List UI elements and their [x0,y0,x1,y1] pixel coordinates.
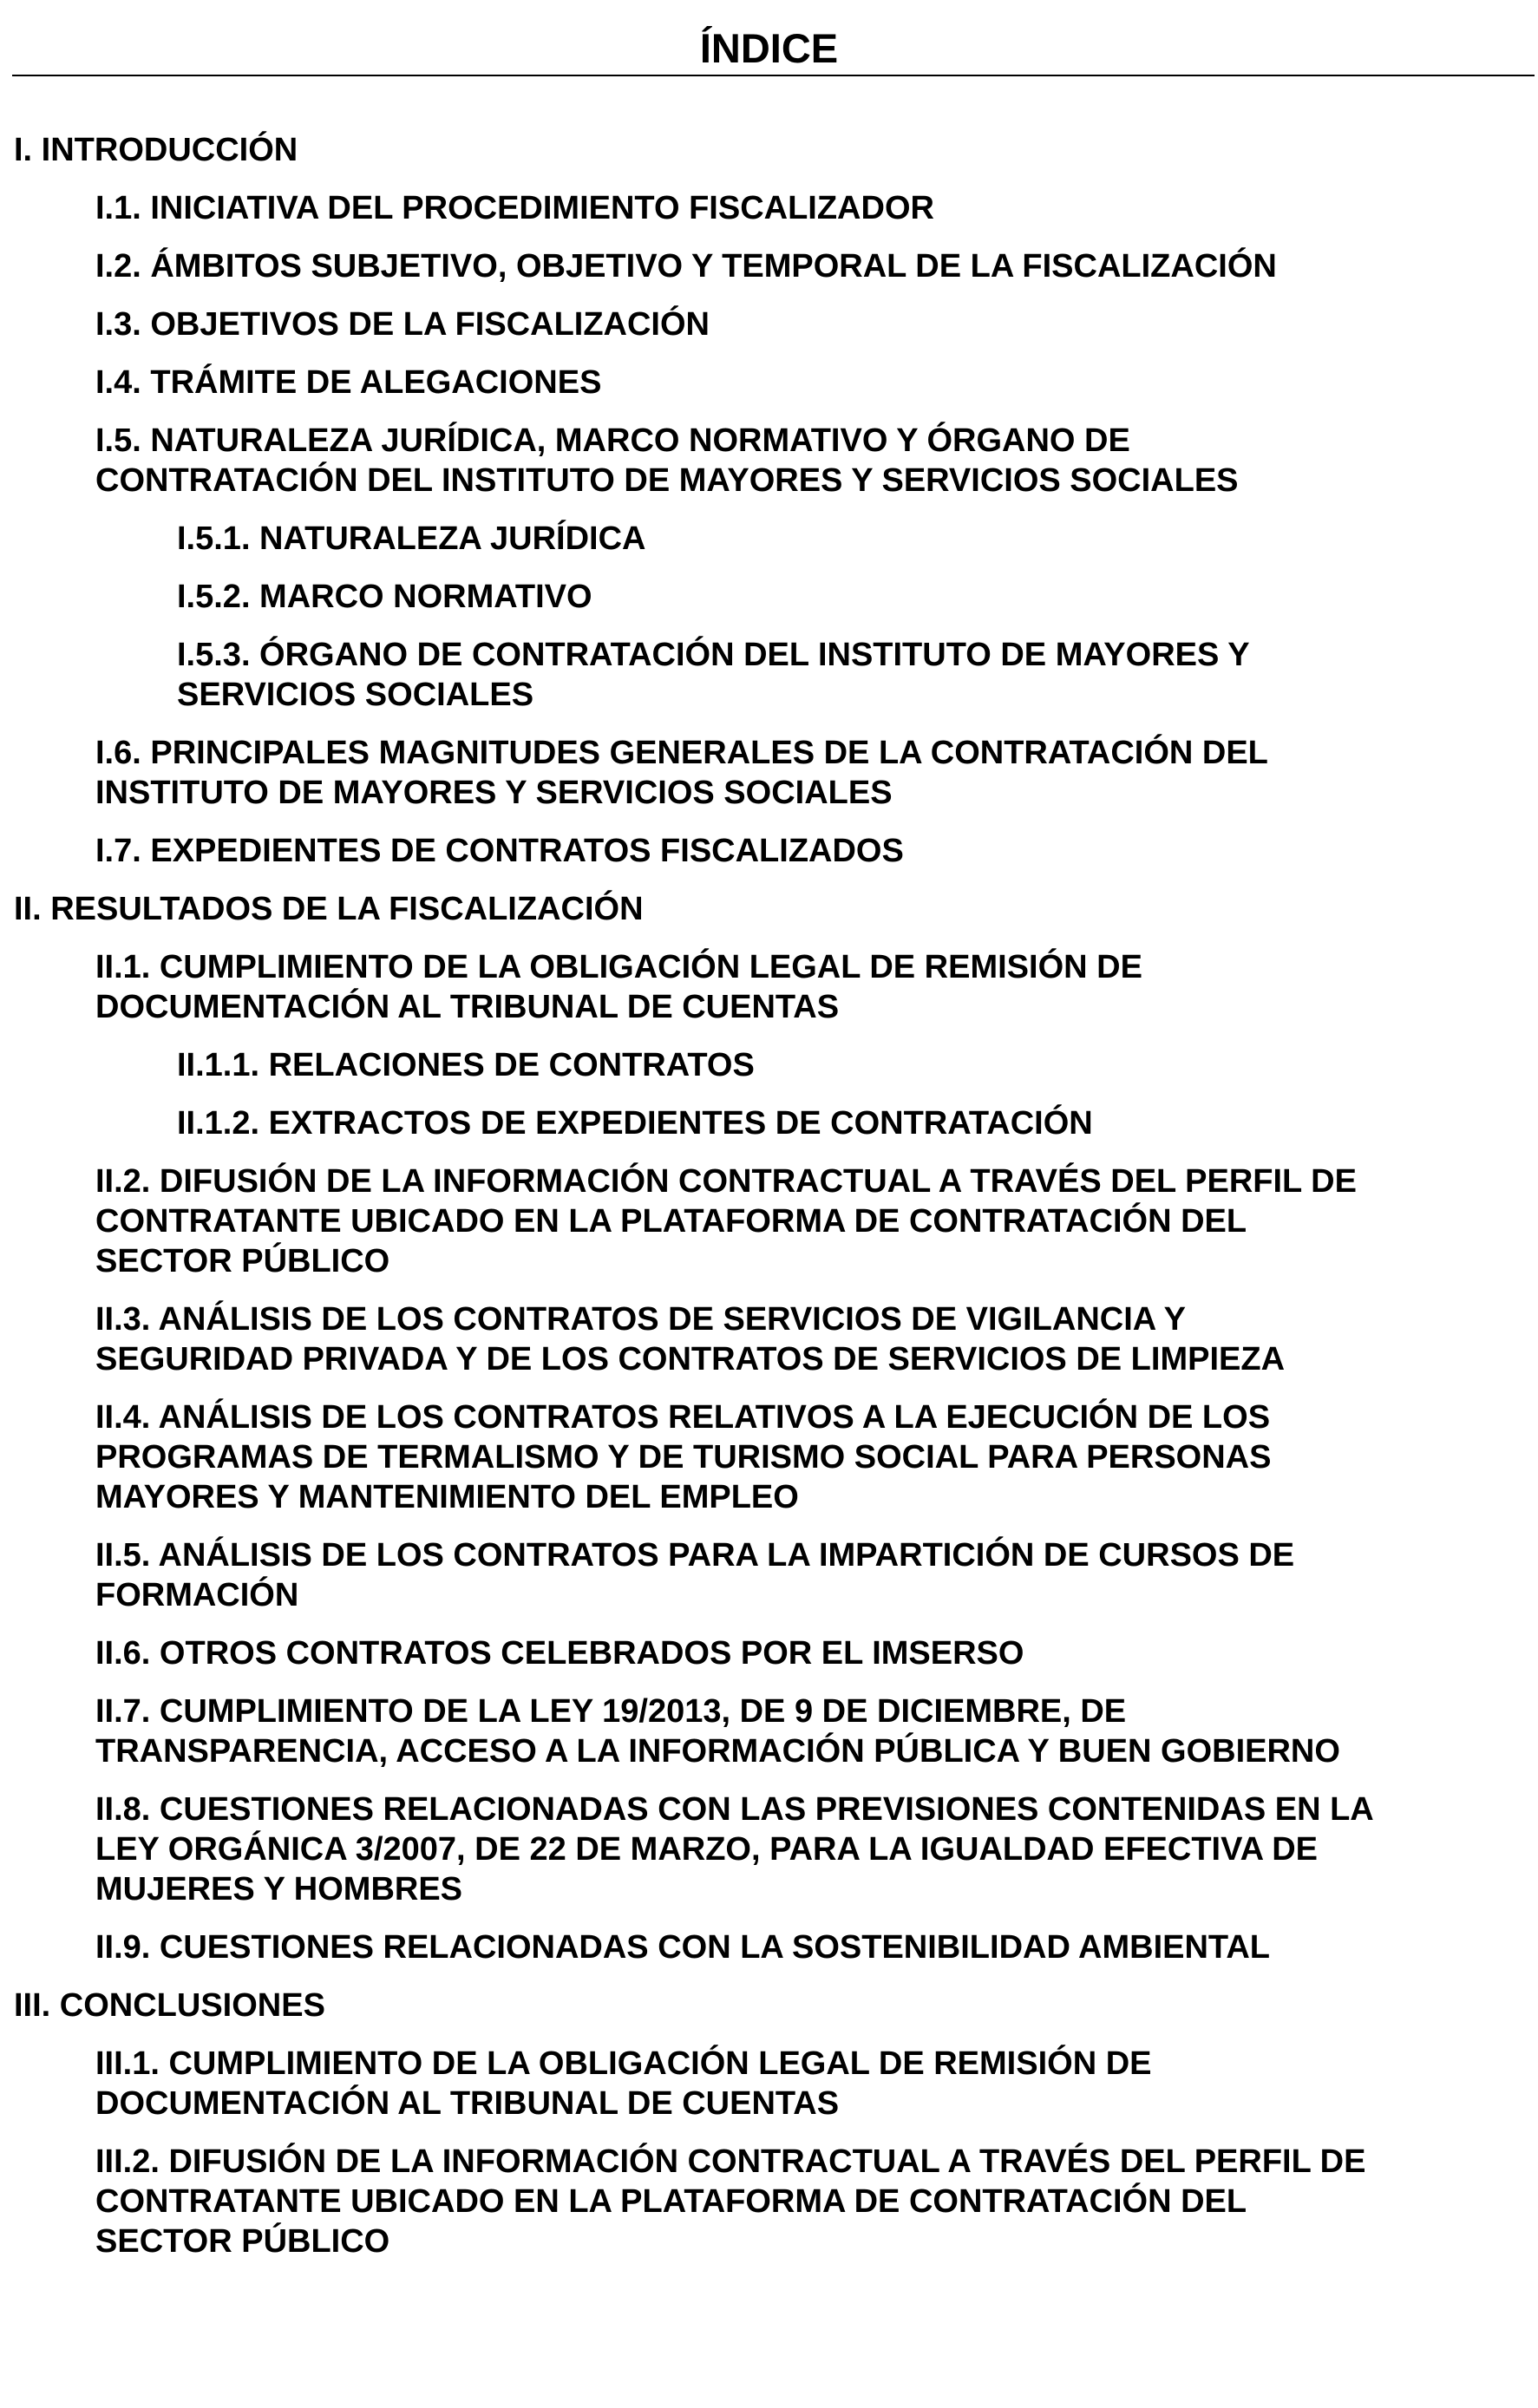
toc-entry[interactable]: II. RESULTADOS DE LA FISCALIZACIÓN [14,891,644,927]
toc-entry[interactable]: II.4. ANÁLISIS DE LOS CONTRATOS RELATIVOS A LA EJECUCIÓN DE LOS PROGRAMAS DE TERMALISMO Y DE TURISMO SOCIAL PARA PERSONAS MAYORES Y MANTENIMIENTO DEL EMPLEO [95,1399,1272,1515]
toc-entry[interactable]: I.4. TRÁMITE DE ALEGACIONES [95,364,602,401]
toc-entry[interactable]: I.1. INICIATIVA DEL PROCEDIMIENTO FISCALIZADOR [95,190,934,226]
title-divider [12,75,1535,76]
toc-entry[interactable]: I.5.2. MARCO NORMATIVO [177,579,592,615]
toc-entry[interactable]: II.7. CUMPLIMIENTO DE LA LEY 19/2013, DE 9 DE DICIEMBRE, DE TRANSPARENCIA, ACCESO A LA INFORMACIÓN PÚBLICA Y BUEN GOBIERNO [95,1693,1340,1770]
toc-entry[interactable]: II.1. CUMPLIMIENTO DE LA OBLIGACIÓN LEGAL DE REMISIÓN DE DOCUMENTACIÓN AL TRIBUNAL DE CUENTAS [95,949,1142,1025]
toc-entry[interactable]: I.6. PRINCIPALES MAGNITUDES GENERALES DE LA CONTRATACIÓN DEL INSTITUTO DE MAYORES Y SERVICIOS SOCIALES [95,735,1268,811]
toc-entry[interactable]: I.7. EXPEDIENTES DE CONTRATOS FISCALIZADOS [95,833,904,869]
toc-entry[interactable]: II.5. ANÁLISIS DE LOS CONTRATOS PARA LA IMPARTICIÓN DE CURSOS DE FORMACIÓN [95,1537,1295,1613]
toc-entry[interactable]: III. CONCLUSIONES [14,1987,325,2024]
toc-entry[interactable]: III.2. DIFUSIÓN DE LA INFORMACIÓN CONTRACTUAL A TRAVÉS DEL PERFIL DE CONTRATANTE UBICADO EN LA PLATAFORMA DE CONTRATACIÓN DEL SECTOR PÚBLICO [95,2143,1366,2260]
toc-entry[interactable]: I.5.3. ÓRGANO DE CONTRATACIÓN DEL INSTITUTO DE MAYORES Y SERVICIOS SOCIALES [177,637,1250,713]
toc-entry[interactable]: II.8. CUESTIONES RELACIONADAS CON LAS PREVISIONES CONTENIDAS EN LA LEY ORGÁNICA 3/2007, DE 22 DE MARZO, PARA LA IGUALDAD EFECTIVA DE MUJERES Y HOMBRES [95,1791,1374,1907]
toc-entry[interactable]: I.5.1. NATURALEZA JURÍDICA [177,520,646,557]
toc-entry[interactable]: I.2. ÁMBITOS SUBJETIVO, OBJETIVO Y TEMPORAL DE LA FISCALIZACIÓN [95,248,1277,285]
toc-entry[interactable]: II.6. OTROS CONTRATOS CELEBRADOS POR EL IMSERSO [95,1635,1024,1672]
toc-entry[interactable]: I. INTRODUCCIÓN [14,132,298,168]
toc-entry[interactable]: I.3. OBJETIVOS DE LA FISCALIZACIÓN [95,306,710,343]
toc-entry[interactable]: I.5. NATURALEZA JURÍDICA, MARCO NORMATIVO Y ÓRGANO DE CONTRATACIÓN DEL INSTITUTO DE MAYORES Y SERVICIOS SOCIALES [95,422,1239,499]
table-of-contents [0,130,1538,2280]
toc-entry[interactable]: II.1.1. RELACIONES DE CONTRATOS [177,1047,755,1083]
toc-entry[interactable]: III.1. CUMPLIMIENTO DE LA OBLIGACIÓN LEGAL DE REMISIÓN DE DOCUMENTACIÓN AL TRIBUNAL DE CUENTAS [95,2045,1152,2122]
toc-entry[interactable]: II.2. DIFUSIÓN DE LA INFORMACIÓN CONTRACTUAL A TRAVÉS DEL PERFIL DE CONTRATANTE UBICADO EN LA PLATAFORMA DE CONTRATACIÓN DEL SECTOR PÚBLICO [95,1163,1357,1279]
toc-entry[interactable]: II.1.2. EXTRACTOS DE EXPEDIENTES DE CONTRATACIÓN [177,1105,1093,1142]
page-title: ÍNDICE [699,25,839,71]
toc-entry[interactable]: II.9. CUESTIONES RELACIONADAS CON LA SOSTENIBILIDAD AMBIENTAL [95,1929,1270,1966]
toc-entry[interactable]: II.3. ANÁLISIS DE LOS CONTRATOS DE SERVICIOS DE VIGILANCIA Y SEGURIDAD PRIVADA Y DE LOS CONTRATOS DE SERVICIOS DE LIMPIEZA [95,1301,1286,1377]
